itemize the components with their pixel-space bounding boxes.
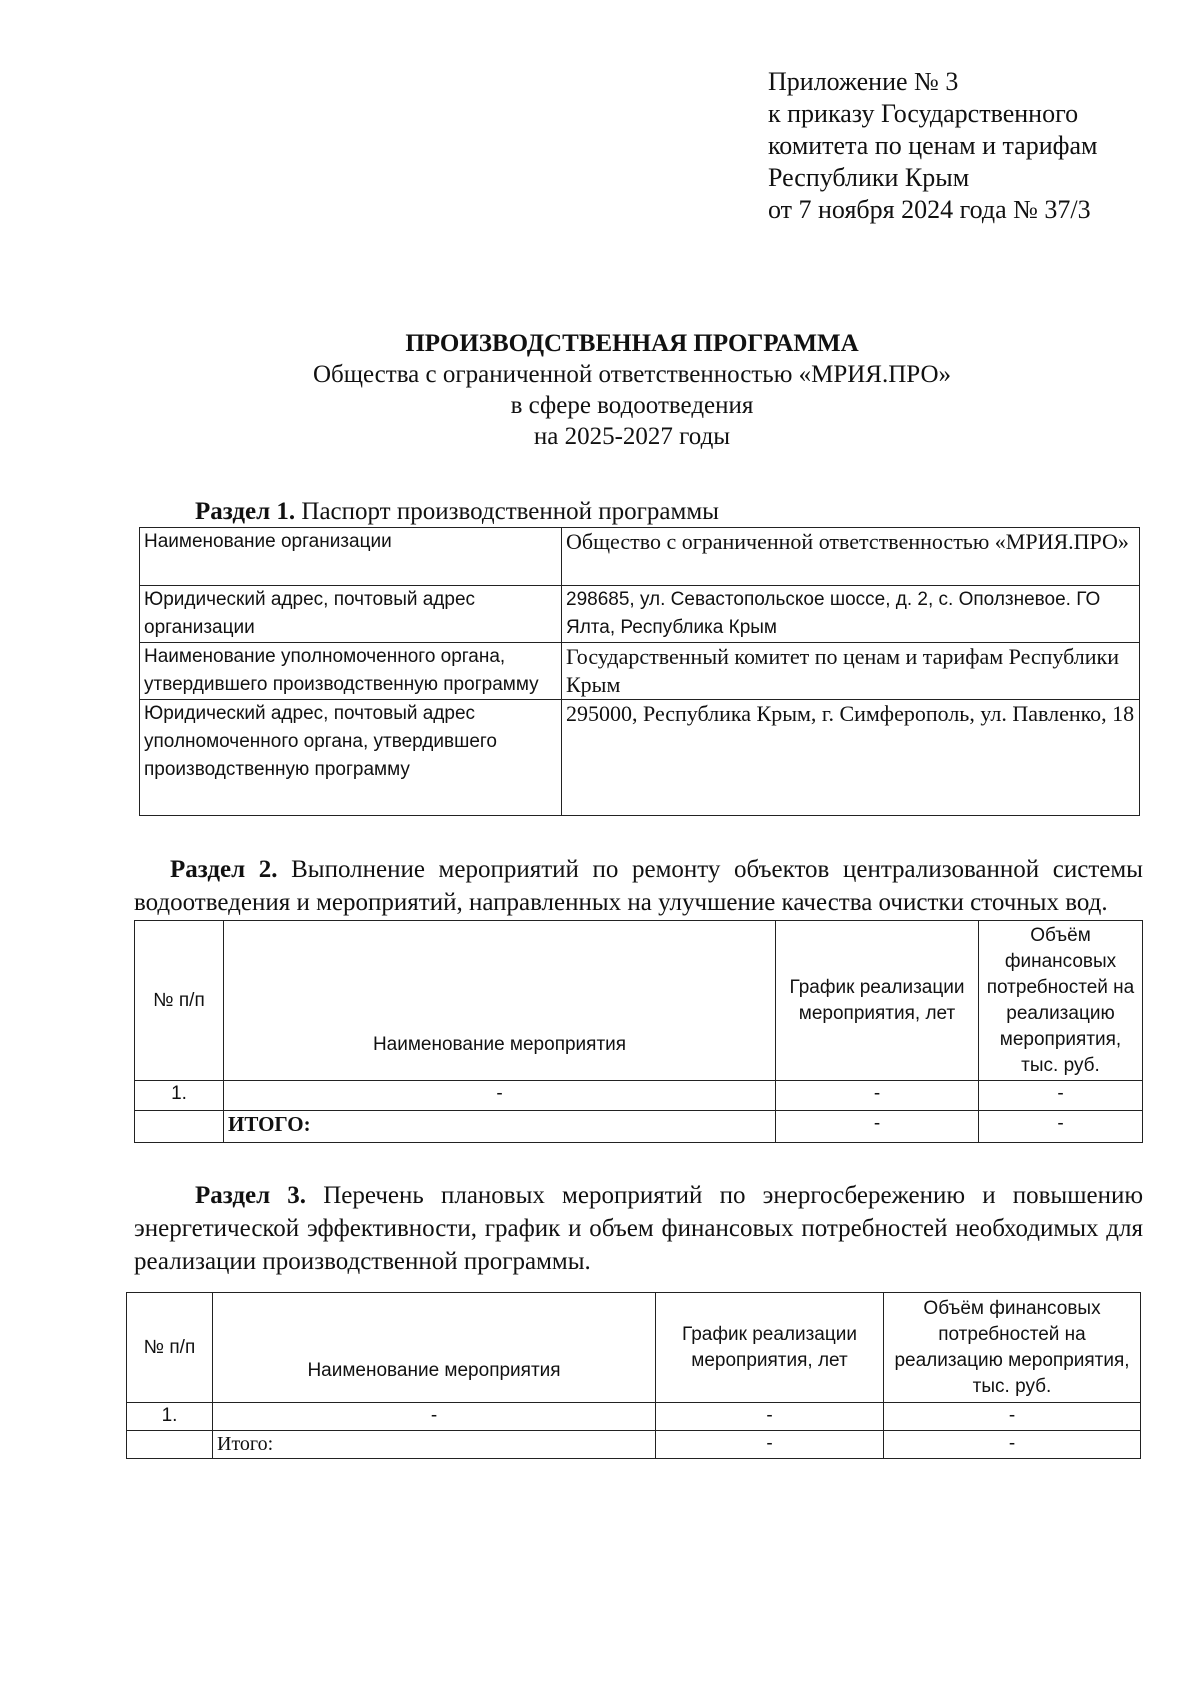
- table-row: [127, 1403, 1141, 1431]
- cell-num: 1.: [127, 1403, 213, 1431]
- appendix-line: Республики Крым: [768, 163, 970, 192]
- passport-value: 295000, Республика Крым, г. Симферополь, ул. Павленко, 18: [562, 700, 1140, 816]
- appendix-header: [768, 66, 1097, 226]
- header-schedule: График реализации мероприятия, лет: [656, 1293, 884, 1403]
- total-label: ИТОГО:: [224, 1111, 776, 1143]
- section2-table: [134, 920, 1143, 1143]
- cell-name: -: [213, 1403, 656, 1431]
- cell-num: 1.: [135, 1081, 224, 1111]
- table-header-row: [127, 1293, 1141, 1403]
- appendix-line: к приказу Государственного: [768, 99, 1079, 128]
- cell-num: [135, 1111, 224, 1143]
- section1-heading: [195, 496, 719, 527]
- total-label: Итого:: [213, 1431, 656, 1459]
- passport-key: Юридический адрес, почтовый адрес организации: [140, 586, 562, 643]
- table-row: [140, 528, 1140, 586]
- section2-label: Раздел 2.: [170, 856, 278, 883]
- section3-heading: [134, 1179, 1143, 1278]
- total-volume: -: [884, 1431, 1141, 1459]
- section1-text: Паспорт производственной программы: [295, 498, 719, 525]
- passport-value: 298685, ул. Севастопольское шоссе, д. 2, с. Оползневое. ГО Ялта, Республика Крым: [562, 586, 1140, 643]
- title-sphere: в сфере водоотведения: [510, 392, 754, 419]
- table-header-row: [135, 921, 1143, 1081]
- passport-key: Наименование организации: [140, 528, 562, 586]
- cell-name: -: [224, 1081, 776, 1111]
- table-row: [135, 1081, 1143, 1111]
- cell-volume: -: [979, 1081, 1143, 1111]
- table-row: [140, 643, 1140, 700]
- passport-table: [139, 527, 1140, 816]
- passport-key: Юридический адрес, почтовый адрес уполномоченного органа, утвердившего производственную программу: [140, 700, 562, 816]
- passport-value: Общество с ограниченной ответственностью «МРИЯ.ПРО»: [562, 528, 1140, 586]
- appendix-line: от 7 ноября 2024 года № 37/3: [768, 195, 1091, 224]
- table-total-row: [135, 1111, 1143, 1143]
- header-name: Наименование мероприятия: [224, 921, 776, 1081]
- total-schedule: -: [656, 1431, 884, 1459]
- title-period: на 2025-2027 годы: [533, 423, 731, 450]
- header-num: № п/п: [127, 1293, 213, 1403]
- section2-text: Выполнение мероприятий по ремонту объектов централизованной системы водоотведения и мероприятий, направленных на улучшение качества очистки сточных вод.: [134, 856, 1143, 916]
- section2-heading: [134, 853, 1143, 919]
- header-num: № п/п: [135, 921, 224, 1081]
- cell-schedule: -: [656, 1403, 884, 1431]
- appendix-line: Приложение № 3: [768, 67, 959, 96]
- total-schedule: -: [776, 1111, 979, 1143]
- header-volume: Объём финансовых потребностей на реализацию мероприятия, тыс. руб.: [979, 921, 1143, 1081]
- header-volume: Объём финансовых потребностей на реализацию мероприятия, тыс. руб.: [884, 1293, 1141, 1403]
- appendix-line: комитета по ценам и тарифам: [768, 131, 1098, 160]
- section3-table: [126, 1292, 1141, 1459]
- cell-volume: -: [884, 1403, 1141, 1431]
- table-total-row: [127, 1431, 1141, 1459]
- cell-num: [127, 1431, 213, 1459]
- cell-schedule: -: [776, 1081, 979, 1111]
- title-org: Общества с ограниченной ответственностью «МРИЯ.ПРО»: [312, 361, 952, 388]
- section1-label: Раздел 1.: [195, 498, 296, 525]
- table-row: [140, 700, 1140, 816]
- section3-label: Раздел 3.: [195, 1182, 307, 1209]
- section3-text: Перечень плановых мероприятий по энергосбережению и повышению энергетической эффективности, график и объем финансовых потребностей необходимых для реализации производственной программы.: [134, 1182, 1144, 1275]
- passport-key: Наименование уполномоченного органа, утвердившего производственную программу: [140, 643, 562, 700]
- total-volume: -: [979, 1111, 1143, 1143]
- table-row: [140, 586, 1140, 643]
- header-name: Наименование мероприятия: [213, 1293, 656, 1403]
- title-main: ПРОИЗВОДСТВЕННАЯ ПРОГРАММА: [405, 330, 859, 357]
- passport-value: Государственный комитет по ценам и тарифам Республики Крым: [562, 643, 1140, 700]
- header-schedule: График реализации мероприятия, лет: [776, 921, 979, 1081]
- document-title: [0, 328, 1200, 452]
